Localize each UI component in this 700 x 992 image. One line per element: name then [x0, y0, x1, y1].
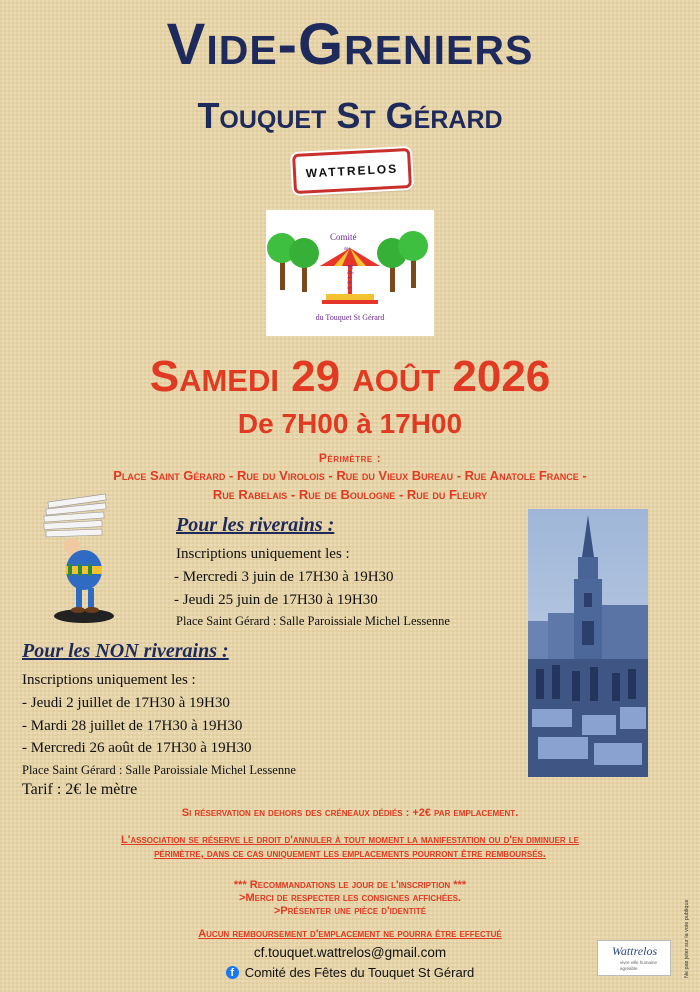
residents-place: Place Saint Gérard : Salle Paroissiale Michel Lessenne [176, 614, 450, 628]
tree-icon [267, 233, 319, 292]
facebook-contact[interactable] [0, 962, 700, 982]
residents-heading: Pour les riverains : [176, 514, 335, 536]
logo-text-fetes: Fêtes [345, 264, 355, 292]
poster-subtitle: Touquet St Gérard [197, 95, 503, 136]
residents-intro: Inscriptions uniquement les : [176, 546, 350, 562]
committee-logo-graphic [266, 210, 434, 336]
recommendation-item: >Présenter une pièce d'identité [273, 905, 427, 917]
city-logo-name: Wattrelos [612, 944, 658, 958]
non-residents-date-1: - Jeudi 2 juillet de 17H30 à 19H30 [22, 695, 230, 711]
city-sign-label: WATTRELOS [305, 161, 399, 181]
facebook-icon: f [226, 966, 239, 979]
non-residents-intro: Inscriptions uniquement les : [22, 672, 196, 688]
tarif: Tarif : 2€ le mètre [22, 781, 138, 798]
poster-title: Vide-Greniers [166, 12, 534, 77]
cancellation-note-line1: L'association se réserve le droit d'annuler à tout moment la manifestation ou d'en diminuer le [121, 834, 579, 846]
recommendation-item: >Merci de respecter les consignes affichées. [239, 892, 461, 904]
side-note-text: Ne pas jeter sur la voie publique [684, 899, 690, 978]
city-logo-tagline: vivre ville humaine agréable [620, 960, 658, 971]
cancellation-note-line2: périmètre, dans ce cas uniquement les emplacements pourront être remboursés. [154, 848, 546, 860]
logo-text-comite: Comité [330, 232, 357, 242]
residents-date-1: - Mercredi 3 juin de 17H30 à 19H30 [174, 569, 394, 585]
facebook-page-name: Comité des Fêtes du Touquet St Gérard [244, 964, 475, 980]
no-refund-note: Aucun remboursement d'emplacement ne pourra être effectué [198, 928, 502, 940]
committee-logo [266, 210, 434, 336]
perimeter-streets-line2: Rue Rabelais - Rue de Boulogne - Rue du Fleury [212, 487, 488, 502]
perimeter-label: Périmètre : [318, 451, 382, 465]
figurine-illustration [38, 490, 124, 630]
wattrelos-city-logo [597, 940, 671, 976]
church-photo [528, 509, 648, 777]
tree-icon [377, 231, 428, 292]
side-note-graphic [676, 880, 694, 980]
non-residents-date-2: - Mardi 28 juillet de 17H30 à 19H30 [22, 718, 243, 734]
non-residents-heading: Pour les NON riverains : [22, 640, 229, 662]
perimeter-streets-line1: Place Saint Gérard - Rue du Virolois - Rue du Vieux Bureau - Rue Anatole France - [113, 468, 587, 483]
residents-date-2: - Jeudi 25 juin de 17H30 à 19H30 [174, 592, 378, 608]
event-hours: De 7H00 à 17H00 [237, 408, 463, 439]
reservation-note: Si réservation en dehors des créneaux dédiés : +2€ par emplacement. [181, 807, 519, 819]
church-photo-graphic [528, 509, 648, 777]
non-residents-date-3: - Mercredi 26 août de 17H30 à 19H30 [22, 740, 252, 756]
side-disposal-note [676, 880, 694, 980]
non-residents-place: Place Saint Gérard : Salle Paroissiale Michel Lessenne [22, 763, 296, 777]
event-date: Samedi 29 août 2026 [149, 352, 551, 401]
recommendations-title: *** Recommandations le jour de l'inscription *** [233, 879, 467, 891]
logo-text-touquet: du Touquet St Gérard [315, 313, 385, 322]
logo-text-des: des [344, 247, 351, 252]
figurine-graphic [38, 490, 124, 630]
contact-email[interactable]: cf.touquet.wattrelos@gmail.com [253, 945, 447, 960]
city-sign [292, 148, 412, 194]
